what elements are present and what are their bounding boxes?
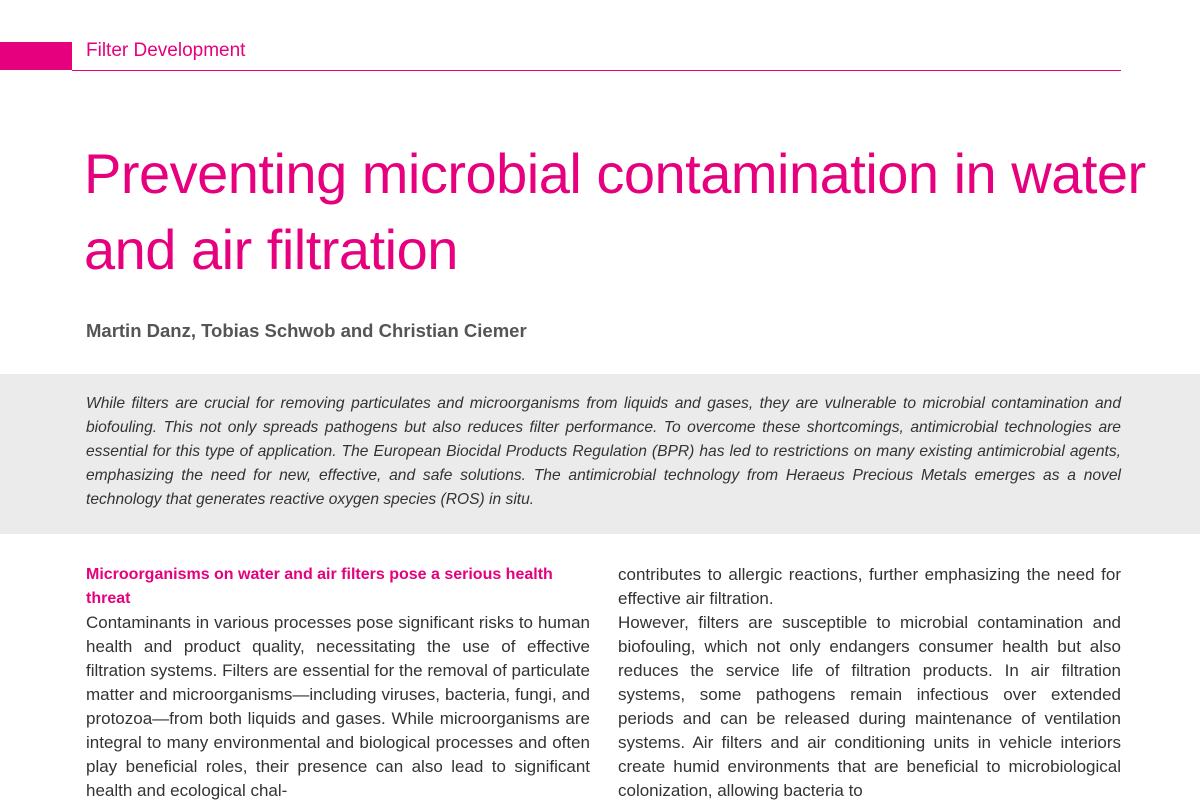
article-abstract: While filters are crucial for removing particulates and microorganisms from liquids and gases, they are vulnerable to microbial contamination and biofouling. This not only spreads pathogens but also reduces filter performance. To overcome these shortcomings, antimicrobial technologies are essential for this type of application. The European Biocidal Products Regulation (BPR) has led to restrictions on many existing antimicrobial agents, emphasizing the need for new, effective, and safe solutions. The antimicrobial technology from Heraeus Precious Metals emerges as a novel technology that generates reactive oxygen species (ROS) in situ.	[86, 395, 1121, 508]
section-subheading: Microorganisms on water and air filters pose a serious health threat	[86, 566, 553, 607]
header-rule	[72, 70, 1121, 71]
body-column-left	[86, 563, 590, 803]
article-title: Preventing microbial contamination in water and air filtration	[84, 142, 1146, 281]
body-paragraph: Contaminants in various processes pose significant risks to human health and product quality, necessitating the use of effective filtration systems. Filters are essential for the removal of particulate matter and microorganisms—including viruses, bacteria, fungi, and protozoa—from both liquids and gases. While microorganisms are integral to many environmental and biological processes and often play beneficial roles, their presence can also lead to significant health and ecological chal-	[86, 613, 590, 800]
body-paragraph: However, filters are susceptible to microbial contamination and biofouling, which not only endangers consumer health but also reduces the service life of filtration products. In air filtration systems, some pathogens remain infectious over extended periods and can be released during maintenance of ventilation systems. Air filters and air conditioning units in vehicle interiors create humid environments that are beneficial to microbiological colonization, allowing bacteria to	[618, 613, 1121, 800]
body-paragraph: contributes to allergic reactions, further emphasizing the need for effective air filtration.	[618, 565, 1121, 608]
section-label: Filter Development	[86, 40, 246, 61]
article-authors: Martin Danz, Tobias Schwob and Christian Ciemer	[86, 320, 527, 341]
body-column-right	[618, 563, 1121, 803]
section-accent-bar	[0, 42, 72, 70]
